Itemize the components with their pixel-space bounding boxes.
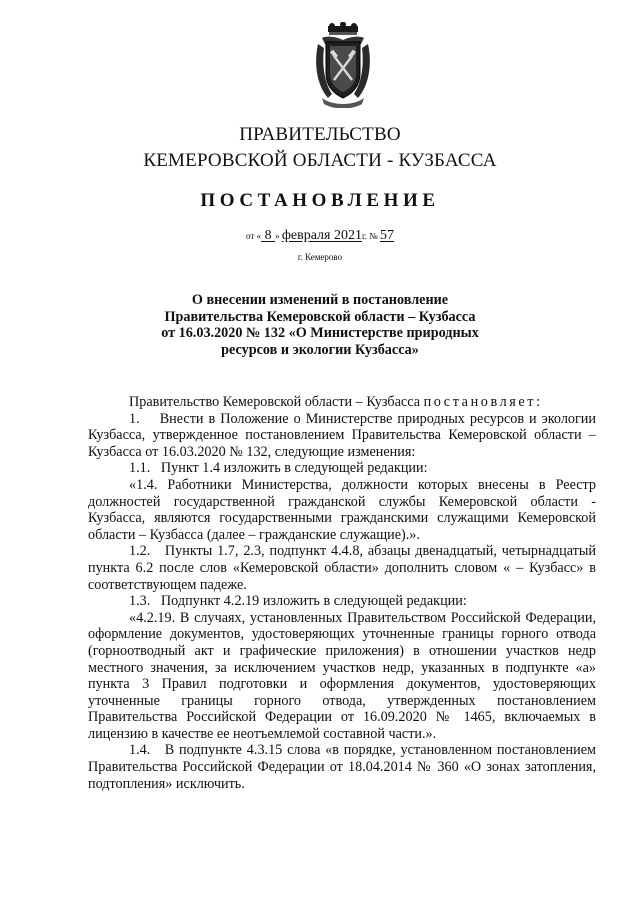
organization-name-line1: ПРАВИТЕЛЬСТВО	[239, 124, 401, 145]
paragraph-1-1-text: «1.4. Работники Министерства, должности которых внесены в Реестр должностей государственной гражданской службы Кемеровской области - Кузбасса, являются государственными гражданскими служащими Кемеровской области – Кузбасса (далее – гражданские служащие).».	[88, 476, 596, 543]
number-label: №	[369, 231, 378, 241]
paragraph-1-2: 1.2. Пункты 1.7, 2.3, подпункт 4.4.8, абзацы двенадцатый, четырнадцатый пункта 6.2 после слов «Кемеровской области» дополнить словом « – Кузбасс» в соответствующем падеже.	[88, 543, 596, 593]
document-number: 57	[380, 228, 395, 243]
intro-paragraph: Правительство Кемеровской области – Кузбасса постановляет:	[129, 394, 543, 410]
title-line: О внесении изменений в постановление	[191, 292, 449, 308]
date-prefix: от «	[245, 231, 262, 241]
title-line: от 16.03.2020 № 132 «О Министерстве природных	[161, 325, 479, 341]
title-line: Правительства Кемеровской области – Кузбасса	[164, 308, 476, 325]
document-date-number	[0, 228, 640, 244]
paragraph-1-3: 1.3. Подпункт 4.2.19 изложить в следующей редакции:	[129, 593, 467, 610]
paragraph-1: 1. Внести в Положение о Министерстве природных ресурсов и экологии Кузбасса, утвержденное постановлением Правительства Кемеровской области – Кузбасса от 16.03.2020 № 132, следующие изменения:	[88, 410, 596, 460]
paragraph-1-4: 1.4. В подпункте 4.3.15 слова «в порядке, установленном постановлением Правительства Российской Федерации от 18.04.2014 № 360 «О зонах затопления, подтопления» исключить.	[88, 742, 596, 792]
year-suffix: г.	[361, 231, 367, 241]
date-day: 8	[264, 228, 272, 243]
organization-name-line2: КЕМЕРОВСКОЙ ОБЛАСТИ - КУЗБАССА	[143, 150, 497, 171]
document-body	[88, 394, 596, 792]
paragraph-1-1: 1.1. Пункт 1.4 изложить в следующей редакции:	[129, 460, 428, 477]
decree-verb: постановляет:	[423, 394, 543, 410]
date-mid: »	[275, 231, 280, 241]
city-label: г. Кемерово	[297, 252, 343, 262]
coat-of-arms-icon	[312, 22, 374, 108]
title-line: ресурсов и экологии Кузбасса»	[221, 341, 419, 358]
date-month-year: февраля 2021	[281, 228, 362, 243]
document-title	[0, 292, 640, 358]
document-type-heading: ПОСТАНОВЛЕНИЕ	[200, 190, 440, 211]
paragraph-1-3-text: «4.2.19. В случаях, установленных Правительством Российской Федерации, оформление документов, удостоверяющих уточненные границы горного отвода (горноотводный акт и графические приложения) в отношении участков недр местного значения, за исключением участков недр, указанных в подпункте «а» пункта 3 Правил подготовки и оформления документов, удостоверяющих уточненные границы горного отвода, утвержденных постановлением Правительства Российской Федерации от 16.09.2020 № 1465, включаемых в лицензию в качестве ее неотъемлемой составной части.».	[88, 609, 596, 742]
